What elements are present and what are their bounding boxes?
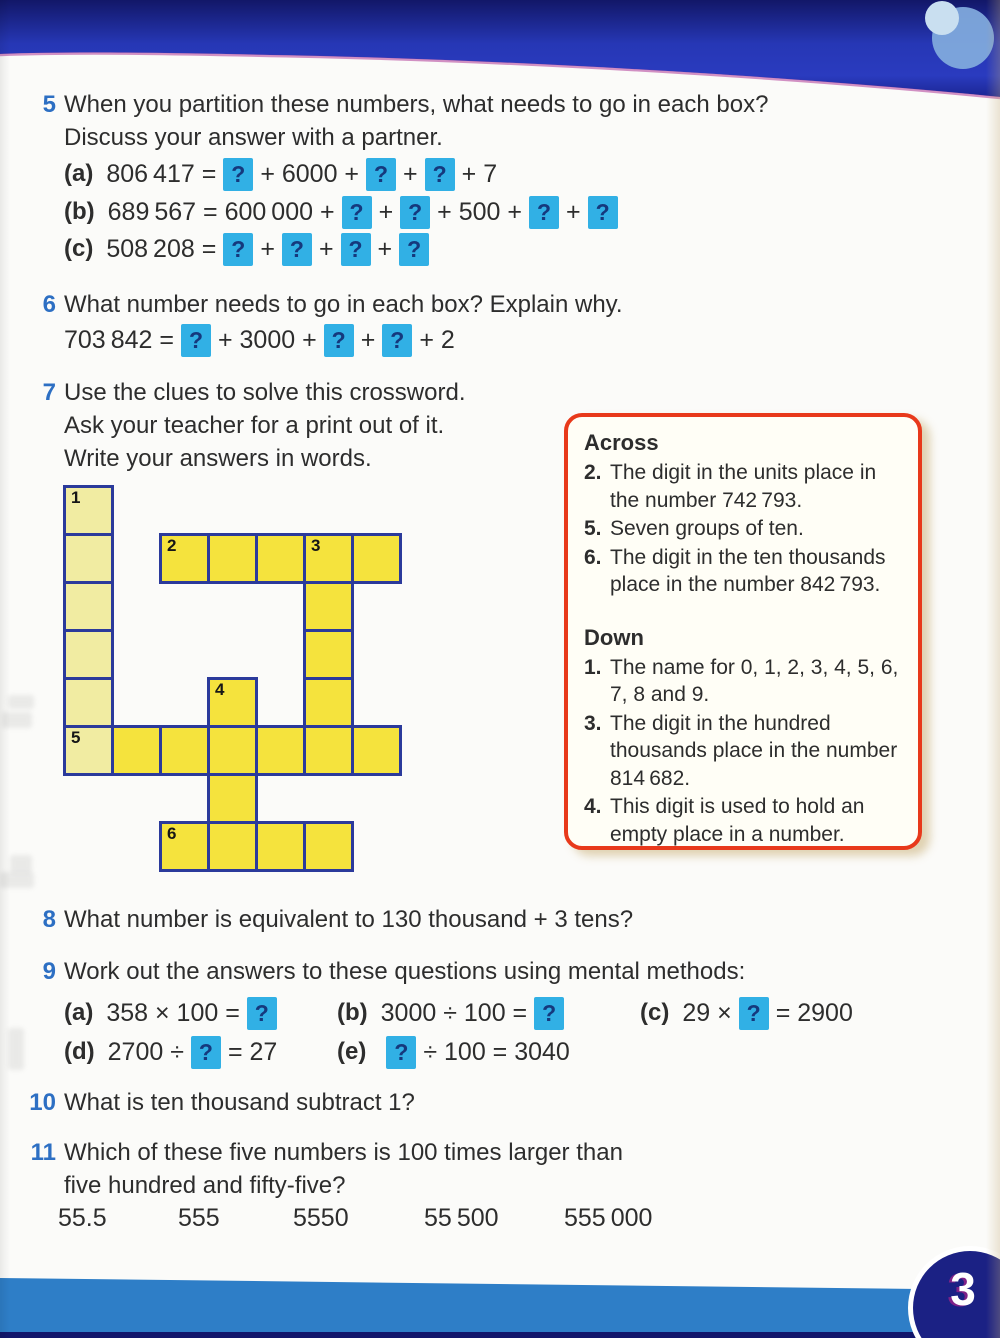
clue-down-3 [584, 710, 902, 793]
equation-9b-expression: 3000 ÷ 100 = ? [381, 997, 571, 1030]
clue-number: 4. [584, 795, 602, 818]
option-value: 5550 [293, 1204, 349, 1232]
crossword-cell [63, 725, 114, 776]
crossword-cell [207, 677, 258, 728]
crossword-cell-number: 5 [71, 728, 81, 747]
crossword-cell [111, 725, 162, 776]
showthrough-mark [0, 872, 34, 888]
clue-text: The name for 0, 1, 2, 3, 4, 5, 6, 7, 8 and 9. [610, 655, 899, 706]
crossword-cell-number: 4 [215, 680, 225, 699]
clue-down-4 [584, 793, 902, 848]
mystery-number-box: ? [534, 997, 564, 1030]
crossword-cell [303, 581, 354, 632]
clue-number: 6. [584, 545, 602, 569]
crossword-cell [207, 773, 258, 824]
crossword-cell [303, 725, 354, 776]
crossword-cell [255, 725, 306, 776]
crossword-cell [303, 629, 354, 680]
question-7-text-line2: Ask your teacher for a print out of it. [64, 412, 445, 439]
crossword-cell [63, 581, 114, 632]
crossword-cell [303, 677, 354, 728]
clue-box [564, 413, 922, 850]
mystery-number-box: ? [366, 158, 396, 191]
option-value: 55 500 [424, 1204, 499, 1232]
part-label-a: (a) [64, 999, 94, 1026]
equation-5b-expression: 689 567 = 600 000 + ? + ? + 500 + ? + ? [108, 196, 625, 229]
question-9-number: 9 [42, 958, 56, 985]
decorative-circle-small [925, 1, 959, 35]
crossword-cell [207, 821, 258, 872]
mystery-number-box: ? [382, 324, 412, 357]
mystery-number-box: ? [223, 158, 253, 191]
mystery-number-box: ? [341, 233, 371, 266]
page-number: 3 [950, 1263, 976, 1315]
part-label-d: (d) [64, 1038, 95, 1065]
question-5 [20, 88, 768, 154]
equation-5c [64, 231, 436, 267]
mystery-number-box: ? [425, 158, 455, 191]
crossword-grid [63, 485, 403, 873]
question-6-number: 6 [42, 291, 56, 318]
question-6-text: What number needs to go in each box? Explain why. [64, 291, 623, 318]
equation-6 [64, 322, 455, 358]
crossword-cell [159, 725, 210, 776]
crossword-cell [63, 629, 114, 680]
crossword-cell [303, 821, 354, 872]
part-label-a: (a) [64, 160, 94, 187]
showthrough-mark [8, 1028, 24, 1070]
showthrough-mark [2, 712, 32, 728]
option-value: 555 000 [564, 1204, 653, 1232]
clue-down-1 [584, 654, 902, 709]
crossword-cell [207, 533, 258, 584]
mystery-number-box: ? [400, 196, 430, 229]
equation-5a [64, 156, 497, 192]
equation-5c-expression: 508 208 = ? + ? + ? + ? [106, 233, 436, 266]
question-5-text-line2: Discuss your answer with a partner. [64, 124, 443, 151]
mystery-number-box: ? [342, 196, 372, 229]
question-11 [20, 1136, 623, 1202]
crossword-cell-number: 6 [167, 824, 177, 843]
clue-number: 5. [584, 517, 602, 540]
equation-5b [64, 194, 625, 230]
mystery-number-box: ? [181, 324, 211, 357]
part-label-c: (c) [640, 999, 670, 1026]
mystery-number-box: ? [386, 1036, 416, 1069]
question-5-number: 5 [42, 91, 56, 118]
equation-9e [337, 1034, 570, 1070]
showthrough-mark [8, 695, 34, 709]
question-9 [20, 955, 745, 988]
equation-9d-expression: 2700 ÷ ? = 27 [108, 1036, 278, 1069]
question-7-text-line3: Write your answers in words. [64, 445, 372, 472]
question-11-text-line2: five hundred and fifty-five? [64, 1172, 346, 1199]
mystery-number-box: ? [223, 233, 253, 266]
crossword-cell-number: 2 [167, 536, 177, 555]
part-label-b: (b) [337, 999, 368, 1026]
clue-text: Seven groups of ten. [610, 517, 804, 540]
header-band-shape [0, 0, 1000, 97]
mystery-number-box: ? [324, 324, 354, 357]
crossword-cell [255, 533, 306, 584]
question-11-text-line1: Which of these five numbers is 100 times larger than [64, 1139, 623, 1166]
page-gutter-shade [0, 0, 10, 1338]
question-7 [20, 376, 466, 475]
mystery-number-box: ? [739, 997, 769, 1030]
mystery-number-box: ? [282, 233, 312, 266]
question-7-number: 7 [42, 379, 56, 406]
equation-9a [64, 995, 284, 1031]
equation-5a-expression: 806 417 = ? + 6000 + ? + ? + 7 [106, 158, 497, 191]
question-7-text-line1: Use the clues to solve this crossword. [64, 379, 466, 406]
crossword-cell [207, 725, 258, 776]
question-9-text: Work out the answers to these questions using mental methods: [64, 958, 746, 985]
clue-across-6 [584, 544, 902, 599]
crossword-cell [63, 533, 114, 584]
clue-number: 2. [584, 461, 602, 484]
option-value: 55.5 [58, 1204, 107, 1232]
equation-9c [640, 995, 853, 1031]
footer-bottom-edge [0, 1332, 1000, 1338]
question-10-text: What is ten thousand subtract 1? [64, 1089, 415, 1116]
page-edge-shade [986, 0, 1000, 1338]
question-6 [20, 288, 623, 321]
crossword-cell [159, 821, 210, 872]
clue-text: The digit in the hundred thousands place in the number 814 682. [610, 711, 898, 790]
clue-number: 1. [584, 655, 602, 679]
crossword-cell [351, 725, 402, 776]
showthrough-mark [10, 855, 32, 873]
option-value: 555 [178, 1204, 220, 1232]
crossword-cell [255, 821, 306, 872]
equation-9e-expression: ? ÷ 100 = 3040 [379, 1036, 569, 1069]
equation-9a-expression: 358 × 100 = ? [106, 997, 283, 1030]
crossword-cell [351, 533, 402, 584]
equation-9d [64, 1034, 277, 1070]
crossword-cell [159, 533, 210, 584]
mystery-number-box: ? [191, 1036, 221, 1069]
crossword-cell [63, 677, 114, 728]
question-11-number: 11 [30, 1139, 56, 1166]
question-8 [20, 903, 633, 936]
footer-band [0, 1228, 1000, 1338]
question-10-number: 10 [29, 1089, 56, 1116]
crossword-cell [303, 533, 354, 584]
equation-6-expression: 703 842 = ? + 3000 + ? + ? + 2 [64, 324, 455, 357]
across-heading: Across [584, 430, 659, 455]
question-10 [20, 1086, 415, 1119]
down-heading: Down [584, 624, 644, 650]
question-8-text: What number is equivalent to 130 thousand + 3 tens? [64, 906, 634, 933]
crossword-cell-number: 1 [71, 488, 81, 507]
question-5-text-line1: When you partition these numbers, what needs to go in each box? [64, 91, 769, 118]
mystery-number-box: ? [247, 997, 277, 1030]
mystery-number-box: ? [529, 196, 559, 229]
crossword-cell [63, 485, 114, 536]
mystery-number-box: ? [399, 233, 429, 266]
question-8-number: 8 [42, 906, 56, 933]
footer-band-shape [0, 1278, 1000, 1338]
clue-text: The digit in the units place in the number 742 793. [610, 461, 877, 512]
equation-9c-expression: 29 × ? = 2900 [682, 997, 853, 1030]
equation-9b [337, 995, 571, 1031]
clue-text: This digit is used to hold an empty place in a number. [610, 795, 865, 846]
part-label-b: (b) [64, 198, 95, 225]
clue-across-2 [584, 459, 902, 514]
clue-text: The digit in the ten thousands place in the number 842 793. [610, 545, 886, 596]
crossword-cell-number: 3 [311, 536, 321, 555]
part-label-c: (c) [64, 235, 94, 262]
clue-number: 3. [584, 711, 602, 735]
mystery-number-box: ? [588, 196, 618, 229]
clue-across-5 [584, 515, 902, 543]
part-label-e: (e) [337, 1038, 367, 1065]
